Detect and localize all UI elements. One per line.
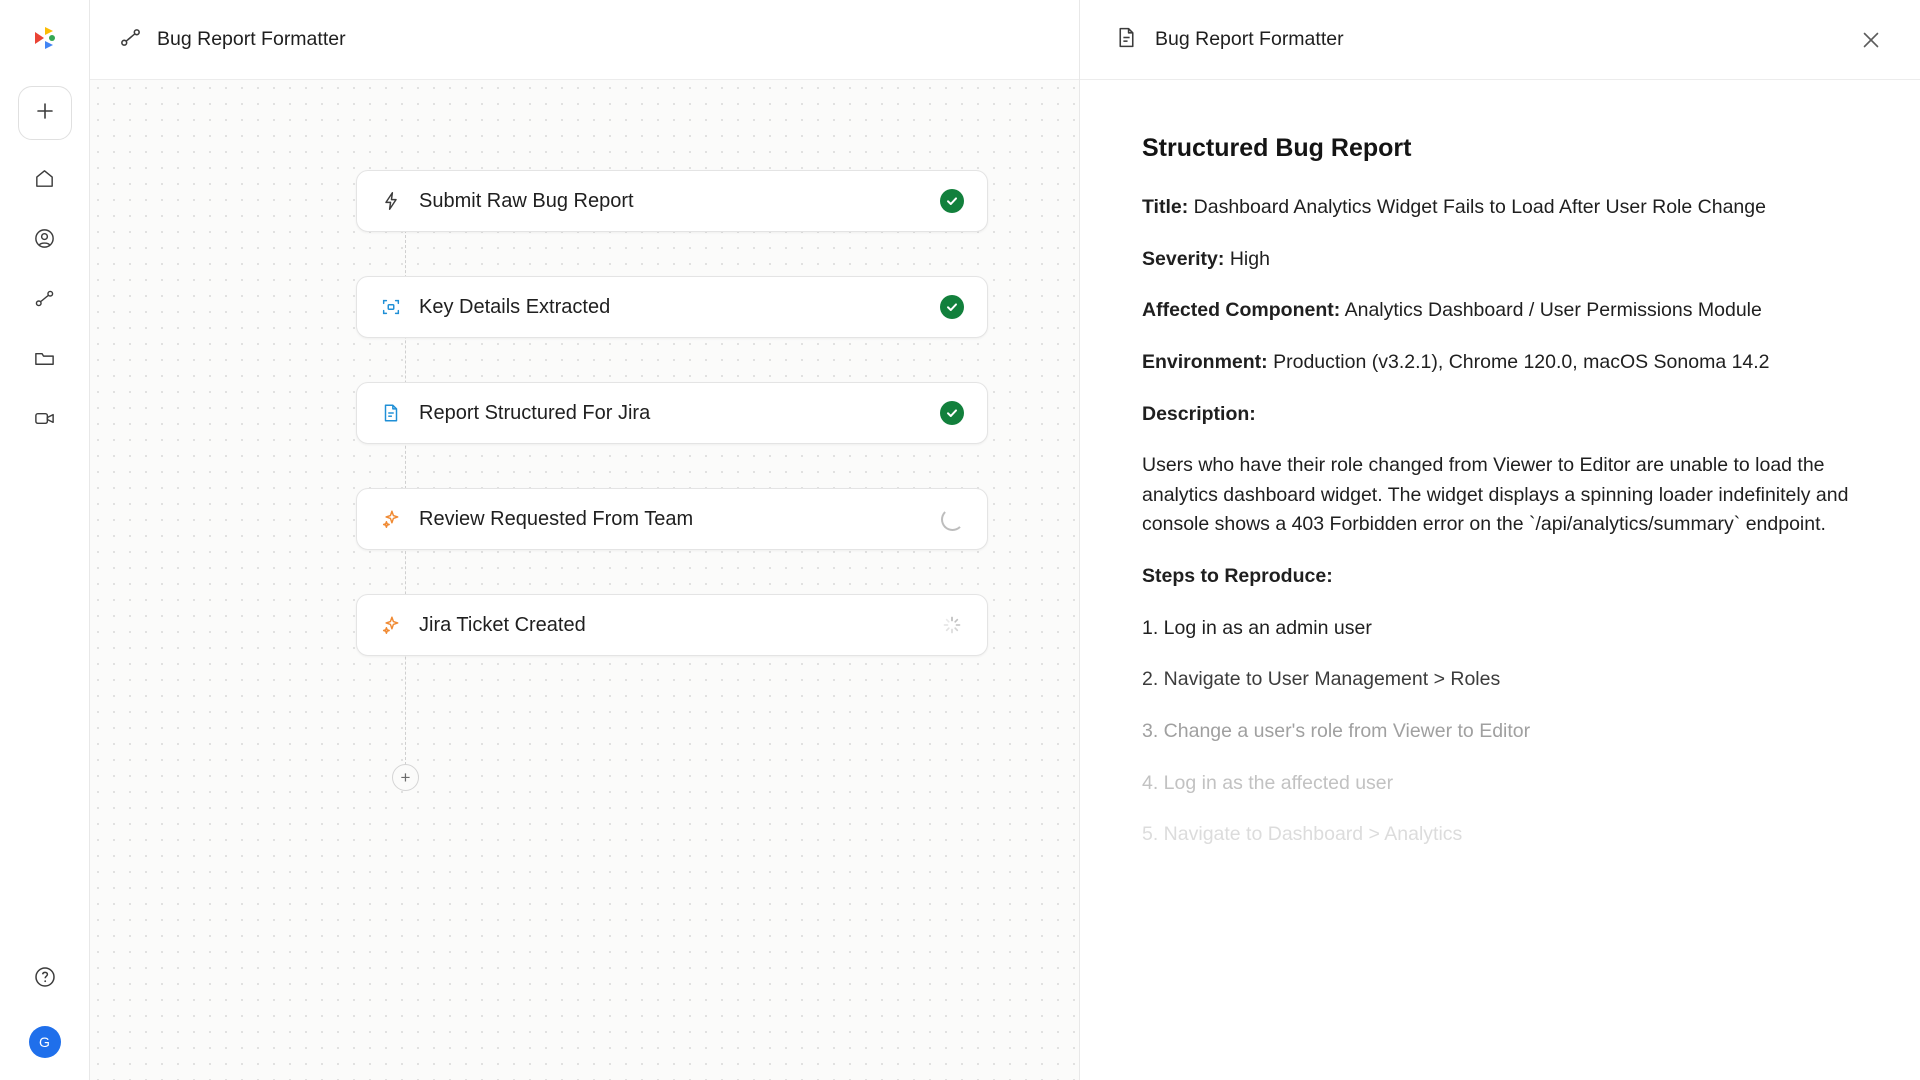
- panel-header: [1080, 0, 1920, 80]
- flow-node[interactable]: [356, 170, 988, 232]
- app-logo-icon: [25, 18, 65, 58]
- page-title: Structured Bug Report: [1142, 134, 1412, 162]
- files-button[interactable]: [18, 334, 72, 388]
- field-label: Title:: [1142, 196, 1189, 218]
- status-complete-icon: [939, 295, 965, 319]
- field-value: Dashboard Analytics Widget Fails to Load After User Role Change: [1193, 196, 1766, 218]
- video-icon: [33, 407, 56, 435]
- field-value: Analytics Dashboard / User Permissions Module: [1344, 299, 1762, 322]
- status-complete-icon: [939, 189, 965, 213]
- status-loading-icon: [939, 615, 965, 635]
- step-item: 5. Navigate to Dashboard > Analytics: [1142, 823, 1463, 846]
- canvas-title: Bug Report Formatter: [157, 28, 346, 50]
- field-label: Severity:: [1142, 247, 1225, 270]
- flow-node[interactable]: [356, 382, 988, 444]
- field-environment: [1142, 348, 1856, 378]
- flow-node[interactable]: [356, 594, 988, 656]
- flow-icon: [118, 25, 143, 55]
- extract-icon: [377, 296, 405, 318]
- user-circle-icon: [33, 227, 56, 255]
- flow-node-label: Report Structured For Jira: [419, 401, 651, 424]
- panel-title: Bug Report Formatter: [1155, 28, 1344, 50]
- step-item: 2. Navigate to User Management > Roles: [1142, 668, 1501, 691]
- flow-icon: [33, 287, 56, 315]
- canvas-column: [90, 0, 1080, 1080]
- add-node-button[interactable]: +: [392, 764, 419, 791]
- canvas-header: [90, 0, 1079, 80]
- step-item: 4. Log in as the affected user: [1142, 771, 1394, 794]
- flow-node-label: Submit Raw Bug Report: [419, 189, 634, 212]
- field-affected-component: [1142, 296, 1856, 326]
- home-icon: [33, 167, 56, 195]
- sparkle-icon: [377, 508, 405, 530]
- description-text: Users who have their role changed from Viewer to Editor are unable to load the analytics dashboard widget. The widget displays a spinning loader indefinitely and console shows a 403 Forbidden error on the `/api/analytics/summary` endpoint.: [1142, 454, 1849, 536]
- field-value: Production (v3.2.1), Chrome 120.0, macOS Sonoma 14.2: [1273, 350, 1770, 373]
- steps-label-text: Steps to Reproduce:: [1142, 565, 1333, 587]
- description-label: [1142, 400, 1856, 430]
- field-label: Affected Component:: [1142, 299, 1341, 322]
- help-button[interactable]: [18, 952, 72, 1006]
- field-title: [1142, 193, 1856, 223]
- new-item-button[interactable]: [18, 86, 72, 140]
- close-icon[interactable]: [1854, 23, 1888, 57]
- step-item: 3. Change a user's role from Viewer to Editor: [1142, 719, 1531, 742]
- account-button[interactable]: [18, 214, 72, 268]
- field-severity: [1142, 245, 1856, 275]
- status-running-icon: [939, 508, 965, 531]
- flows-button[interactable]: [18, 274, 72, 328]
- detail-panel: [1080, 0, 1920, 1080]
- panel-body: [1080, 80, 1920, 1080]
- help-circle-icon: [33, 965, 57, 994]
- flow-node-list: [356, 170, 988, 700]
- step-item: 1. Log in as an admin user: [1142, 616, 1372, 639]
- canvas-body[interactable]: [90, 80, 1079, 1080]
- flow-node[interactable]: [356, 488, 988, 550]
- document-icon: [1114, 25, 1139, 55]
- field-value: High: [1229, 247, 1270, 270]
- lightning-icon: [377, 190, 405, 212]
- flow-node-label: Jira Ticket Created: [419, 613, 586, 636]
- folder-icon: [33, 347, 56, 375]
- steps-label: [1142, 562, 1856, 592]
- plus-icon: [34, 100, 56, 127]
- flow-node[interactable]: [356, 276, 988, 338]
- status-complete-icon: [939, 401, 965, 425]
- home-button[interactable]: [18, 154, 72, 208]
- recordings-button[interactable]: [18, 394, 72, 448]
- flow-node-label: Key Details Extracted: [419, 295, 611, 318]
- avatar[interactable]: G: [29, 1026, 61, 1058]
- left-rail: [0, 0, 90, 1080]
- flow-node-label: Review Requested From Team: [419, 507, 694, 530]
- sparkle-icon: [377, 614, 405, 636]
- document-icon: [377, 402, 405, 424]
- field-label: Environment:: [1142, 350, 1268, 373]
- description-label-text: Description:: [1142, 402, 1256, 425]
